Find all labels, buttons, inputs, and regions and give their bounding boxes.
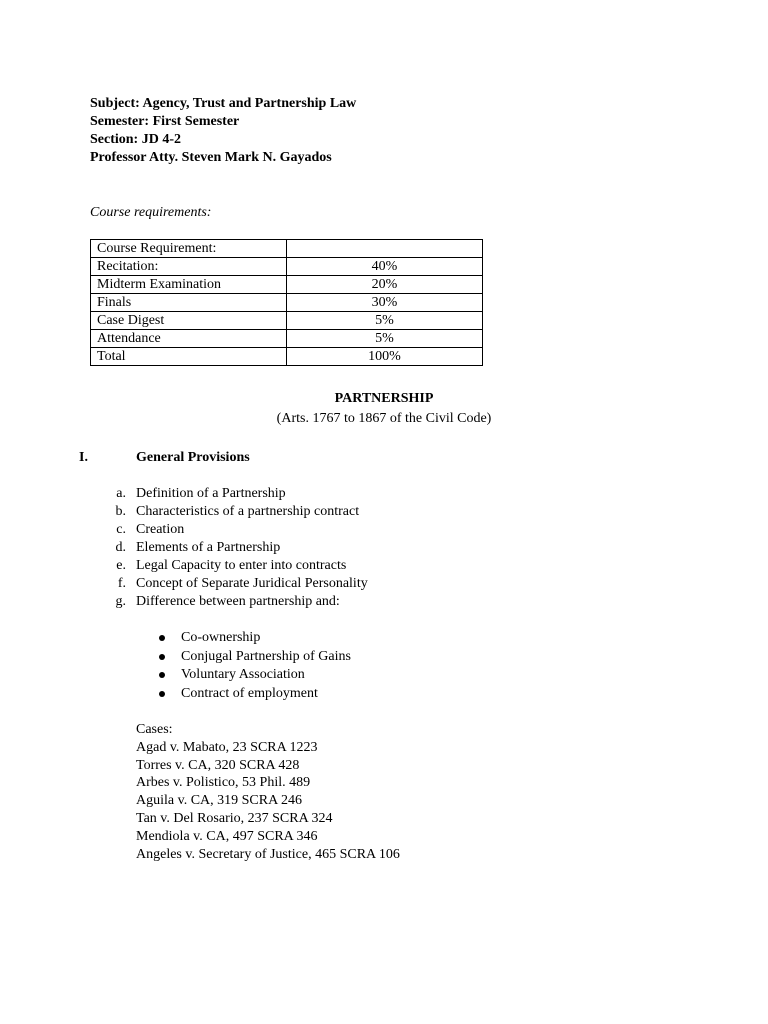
- cases-block: [136, 721, 400, 863]
- table-row: [91, 294, 483, 312]
- bullet-icon: [159, 672, 165, 678]
- table-row: [91, 330, 483, 348]
- list-item-text: Legal Capacity to enter into contracts: [136, 558, 347, 573]
- bullet-text: Contract of employment: [181, 686, 318, 702]
- requirement-label: Recitation:: [91, 258, 287, 276]
- list-marker: e.: [116, 558, 126, 573]
- list-item-text: Characteristics of a partnership contract: [136, 504, 360, 519]
- requirement-label: Finals: [91, 294, 287, 312]
- requirement-value: 40%: [287, 258, 483, 276]
- requirement-value: 5%: [287, 312, 483, 330]
- bullet-text: Co-ownership: [181, 630, 261, 645]
- requirement-label: Case Digest: [91, 312, 287, 330]
- list-marker: b.: [115, 504, 126, 519]
- section-line: Section: JD 4-2: [90, 132, 181, 147]
- list-marker: a.: [116, 486, 126, 501]
- part-number: I.: [79, 450, 88, 465]
- requirement-label: Course Requirement:: [91, 240, 287, 258]
- bullet-icon: [159, 691, 165, 697]
- semester-line: Semester: First Semester: [90, 114, 240, 129]
- subject-line: Subject: Agency, Trust and Partnership Law: [90, 96, 357, 111]
- table-row: [91, 258, 483, 276]
- case-citation: Agad v. Mabato, 23 SCRA 1223: [136, 739, 318, 755]
- bullet-text: Voluntary Association: [181, 667, 305, 683]
- list-item-text: Elements of a Partnership: [136, 540, 281, 555]
- bullet-text: Conjugal Partnership of Gains: [181, 648, 351, 664]
- requirement-label: Attendance: [91, 330, 287, 348]
- list-item-text: Difference between partnership and:: [136, 594, 340, 609]
- case-citation: Arbes v. Polistico, 53 Phil. 489: [136, 775, 311, 791]
- list-marker: f.: [117, 576, 126, 591]
- case-citation: Torres v. CA, 320 SCRA 428: [136, 757, 300, 773]
- bullet-icon: [159, 635, 165, 641]
- table-row: [91, 348, 483, 366]
- requirement-value: 100%: [287, 348, 483, 366]
- case-citation: Tan v. Del Rosario, 237 SCRA 324: [136, 810, 333, 826]
- requirement-value: [287, 240, 483, 258]
- list-item-text: Definition of a Partnership: [136, 486, 286, 501]
- requirement-value: 5%: [287, 330, 483, 348]
- professor-line: Professor Atty. Steven Mark N. Gayados: [90, 150, 332, 165]
- case-citation: Mendiola v. CA, 497 SCRA 346: [136, 828, 318, 844]
- case-citation: Aguila v. CA, 319 SCRA 246: [136, 793, 302, 809]
- list-item-text: Creation: [136, 522, 185, 537]
- case-citation: Angeles v. Secretary of Justice, 465 SCRA 106: [136, 846, 400, 862]
- requirement-value: 20%: [287, 276, 483, 294]
- requirement-value: 30%: [287, 294, 483, 312]
- part-title: General Provisions: [136, 450, 250, 465]
- requirements-table: [90, 239, 483, 366]
- cases-label: Cases:: [136, 722, 173, 737]
- list-marker: g.: [115, 594, 126, 609]
- list-item-text: Concept of Separate Juridical Personality: [136, 576, 368, 591]
- course-header: [90, 95, 356, 167]
- list-marker: d.: [115, 540, 126, 555]
- table-row: [91, 240, 483, 258]
- course-requirements-label: Course requirements:: [90, 205, 212, 220]
- bullet-icon: [159, 654, 165, 660]
- section-subtitle: (Arts. 1767 to 1867 of the Civil Code): [276, 411, 492, 426]
- requirement-label: Midterm Examination: [91, 276, 287, 294]
- list-marker: c.: [116, 522, 126, 537]
- table-row: [91, 276, 483, 294]
- table-row: [91, 312, 483, 330]
- requirement-label: Total: [91, 348, 287, 366]
- section-title: PARTNERSHIP: [334, 391, 434, 406]
